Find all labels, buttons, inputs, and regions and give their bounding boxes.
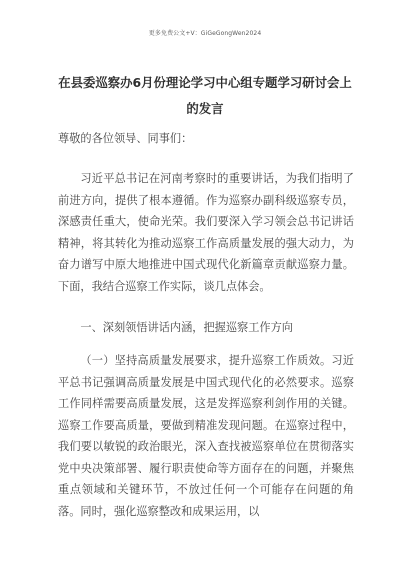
header-note: 更多免费公文+V：GiGeGongWen2024: [148, 30, 262, 37]
section-heading-1: 一、深刻领悟讲话内涵，把握巡察工作方向: [80, 321, 293, 334]
document-title: 在县委巡察办6月份理论学习中心组专题学习研讨会上的发言: [58, 75, 352, 116]
paragraph-1-1: （一）坚持高质量发展要求，提升巡察工作质效。习近平总书记强调高质量发展是中国式现代化的必然要求。巡察工作同样需要高质量发展，这是发挥巡察利剑作用的关键。巡察工作要高质量，要做到精准发现问题。在巡察过程中，我们要以敏锐的政治眼光，深入查找被巡察单位在贯彻落实党中央决策部署、履行职责使命等方面存在的问题，并聚焦重点领域和关键环节，不放过任何一个可能存在问题的角落。同时，强化巡察整改和成果运用，以: [58, 354, 354, 518]
paragraph-intro: 习近平总书记在河南考察时的重要讲话，为我们指明了前进方向，提供了根本遵循。作为巡察办副科级巡察专员，深感责任重大，使命光荣。我们要深入学习领会总书记讲话精神，将其转化为推动巡察工作高质量发展的强大动力，为奋力谱写中原大地推进中国式现代化新篇章贡献巡察力量。下面，我结合巡察工作实际，谈几点体会。: [58, 172, 354, 293]
salutation: 尊敬的各位领导、同事们：: [58, 132, 193, 145]
